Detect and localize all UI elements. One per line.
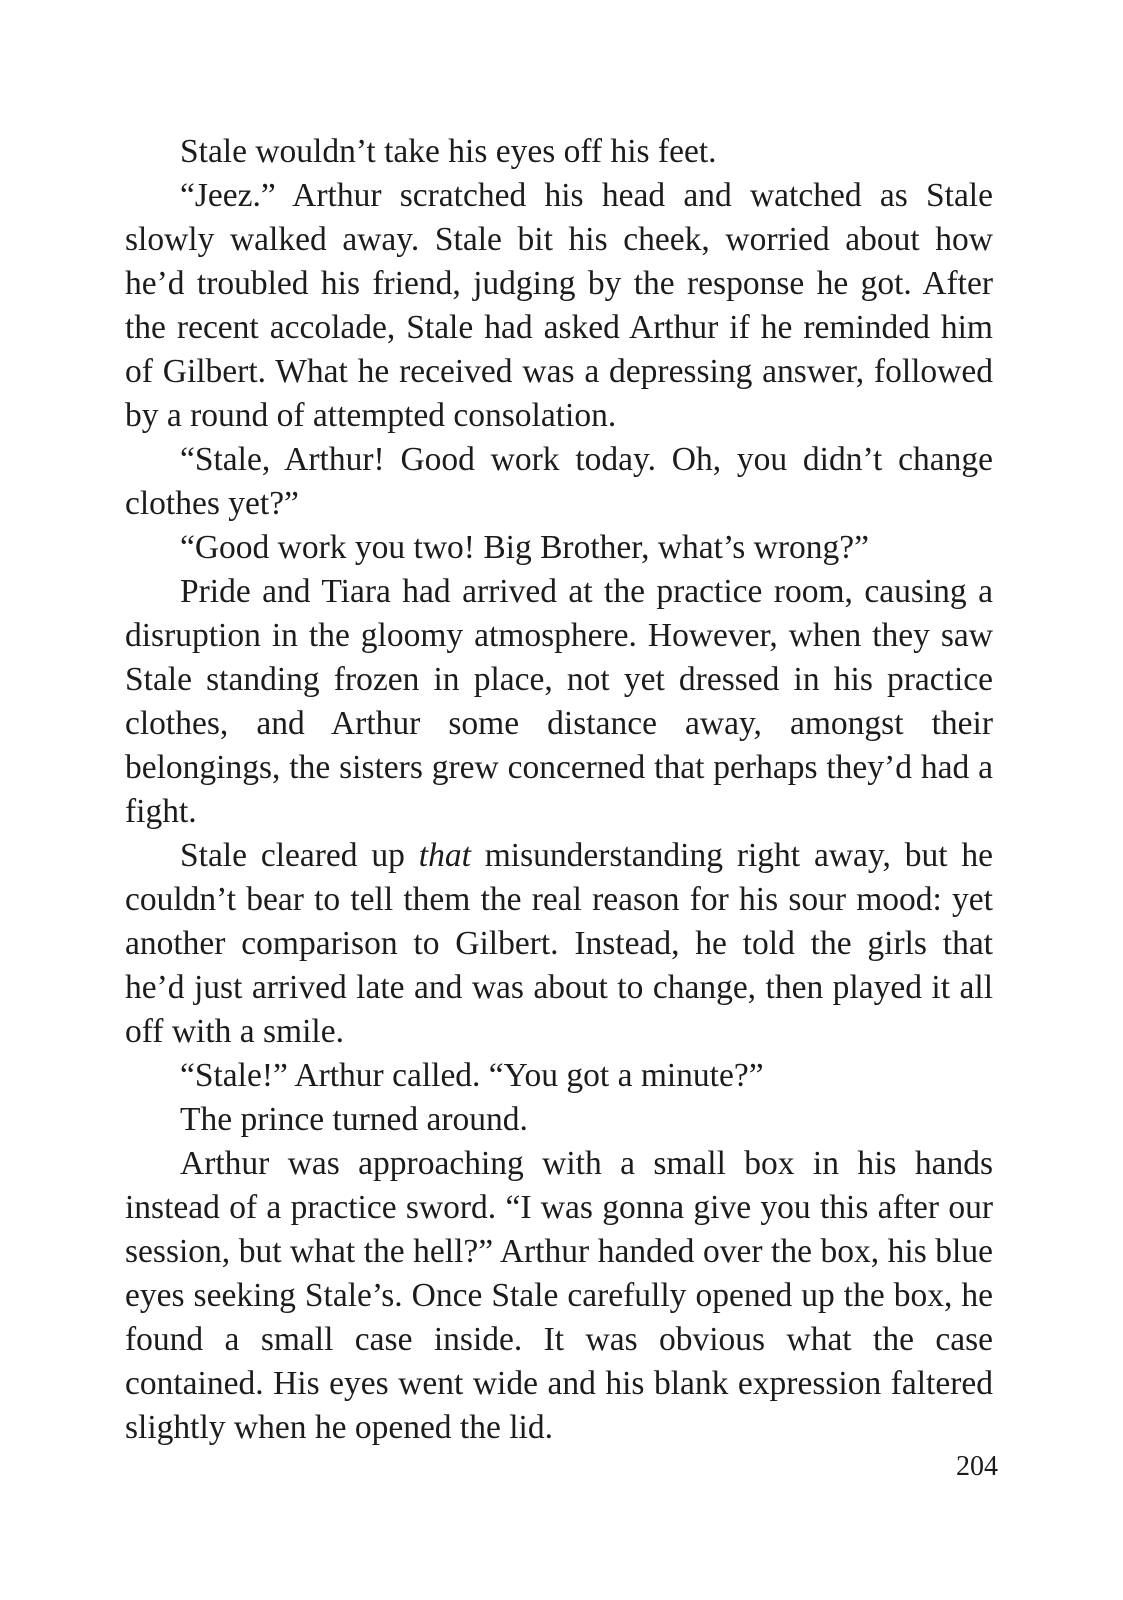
paragraph: Arthur was approaching with a small box in his hands instead of a practice sword. “I was gonna give you this after our session, but what the hell?” Arthur handed over the box, his blue eyes seeking Stale’s. Once Stale carefully opened up the box, he found a small case inside. It was obvious what the case contained. His eyes went wide and his blank expression faltered slightly when he opened the lid.	[125, 1145, 993, 1446]
paragraph: The prince turned around.	[180, 1101, 528, 1138]
page-number: 204	[956, 1451, 998, 1482]
paragraph: “Stale!” Arthur called. “You got a minute?”	[180, 1057, 764, 1094]
paragraph: “Stale, Arthur! Good work today. Oh, you didn’t change clothes yet?”	[125, 441, 993, 522]
paragraph: “Jeez.” Arthur scratched his head and watched as Stale slowly walked away. Stale bit his cheek, worried about how he’d troubled his friend, judging by the response he got. After the recent accolade, Stale had asked Arthur if he reminded him of Gilbert. What he received was a depressing answer, followed by a round of attempted consolation.	[125, 177, 993, 434]
paragraph-text: misunderstanding right away, but he couldn’t bear to tell them the real reason for his sour mood: yet another comparison to Gilbert. Instead, he told the girls that he’d just arrived late and was about to change, then played it all off with a smile.	[125, 837, 993, 1050]
body-text	[125, 130, 993, 1450]
paragraph	[125, 834, 993, 1054]
emphasized-word: that	[418, 837, 471, 874]
paragraph: Pride and Tiara had arrived at the practice room, causing a disruption in the gloomy atmosphere. However, when they saw Stale standing frozen in place, not yet dressed in his practice clothes, and Arthur some distance away, amongst their belongings, the sisters grew concerned that perhaps they’d had a fight.	[125, 573, 993, 830]
paragraph-text: Stale cleared up	[180, 837, 419, 874]
paragraph: “Good work you two! Big Brother, what’s wrong?”	[180, 529, 870, 566]
paragraph: Stale wouldn’t take his eyes off his feet.	[180, 133, 717, 170]
